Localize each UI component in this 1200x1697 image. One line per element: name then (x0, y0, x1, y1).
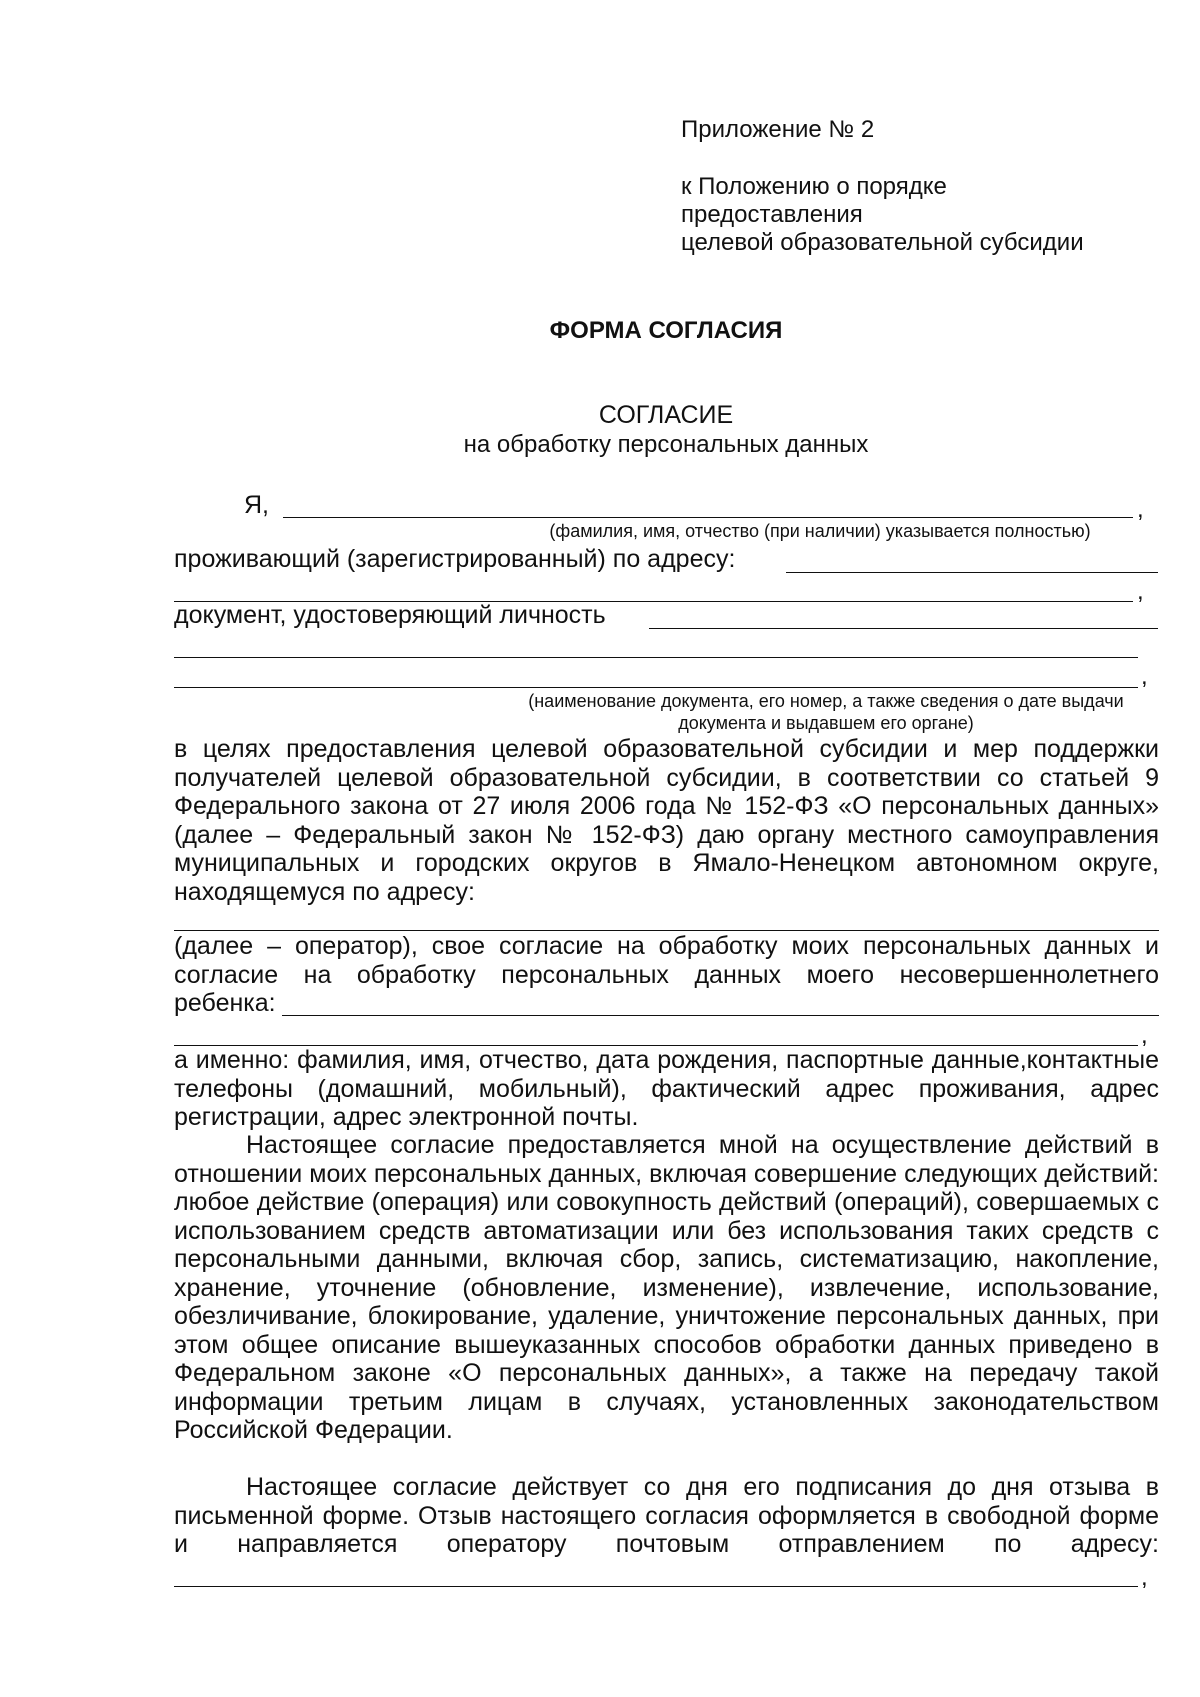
i-label: Я, (244, 491, 269, 519)
name-comma: , (1137, 496, 1144, 523)
document-label: документ, удостоверяющий личность (174, 601, 606, 629)
namely-paragraph: а именно: фамилия, имя, отчество, дата рождения, паспортные данные,контактные телефоны (домашний, мобильный), фактический адрес проживания, адрес регистрации, адрес электронной почты. (174, 1046, 1159, 1131)
appendix-line-3: целевой образовательной субсидии (681, 229, 1084, 256)
actions-paragraph: Настоящее согласие предоставляется мной на осуществление действий в отношении моих персональных данных, включая совершение следующих действий: любое действие (операция) или совокупность действий (операций), совершаемых с использованием средств автоматизации или без использования таких средств с персональными данными, включая сбор, запись, систематизацию, накопление, хранение, уточнение (обновление, изменение), извлечение, использование, обезличивание, блокирование, удаление, уничтожение персональных данных, при этом общее описание вышеуказанных способов обработки данных приведено в Федеральном законе «О персональных данных», а также на передачу такой информации третьим лицам в случаях, установленных законодательством Российской Федерации. (174, 1131, 1159, 1444)
name-hint: (фамилия, имя, отчество (при наличии) указывается полностью) (549, 521, 1091, 541)
address-label: проживающий (зарегистрированный) по адресу: (174, 545, 736, 573)
child-label: ребенка: (174, 989, 276, 1017)
revocation-address-field[interactable] (174, 1586, 1138, 1587)
full-name-field[interactable] (283, 517, 1133, 518)
validity-paragraph: Настоящее согласие действует со дня его подписания до дня отзыва в письменной форме. Отзыв настоящего согласия оформляется в свободной форме и направляется оператору почтовым отправлением по адресу: (174, 1473, 1159, 1558)
document-field-3[interactable] (174, 687, 1138, 688)
operator-address-field[interactable] (174, 930, 1159, 931)
operator-paragraph: (далее – оператор), свое согласие на обработку моих персональных данных и согласие на обработку персональных данных моего несовершеннолетнего (174, 932, 1159, 989)
appendix-line-2: предоставления (681, 201, 863, 228)
consent-subtitle: на обработку персональных данных (463, 431, 869, 458)
purpose-paragraph: в целях предоставления целевой образовательной субсидии и мер поддержки получателей целевой образовательной субсидии, в соответствии со статьей 9 Федерального закона от 27 июля 2006 года № 152-ФЗ «О персональных данных» (далее – Федеральный закон № 152-ФЗ) даю органу местного самоуправления муниципальных и городских округов в Ямало-Ненецком автономном округе, находящемуся по адресу: (174, 735, 1159, 906)
document-comma: , (1141, 663, 1148, 690)
address-field-1[interactable] (786, 572, 1158, 573)
document-hint-1: (наименование документа, его номер, а также сведения о дате выдачи (528, 691, 1124, 711)
address-comma: , (1137, 578, 1144, 605)
revocation-comma: , (1141, 1564, 1148, 1591)
child-field-1[interactable] (282, 1015, 1159, 1016)
appendix-number: Приложение № 2 (681, 116, 875, 143)
form-title: ФОРМА СОГЛАСИЯ (549, 317, 783, 344)
child-comma: , (1141, 1022, 1148, 1049)
document-field-1[interactable] (649, 628, 1158, 629)
document-field-2[interactable] (174, 657, 1138, 658)
document-hint-2: документа и выдавшем его органе) (678, 713, 974, 733)
consent-title: СОГЛАСИЕ (598, 401, 734, 429)
appendix-line-1: к Положению о порядке (681, 173, 947, 200)
